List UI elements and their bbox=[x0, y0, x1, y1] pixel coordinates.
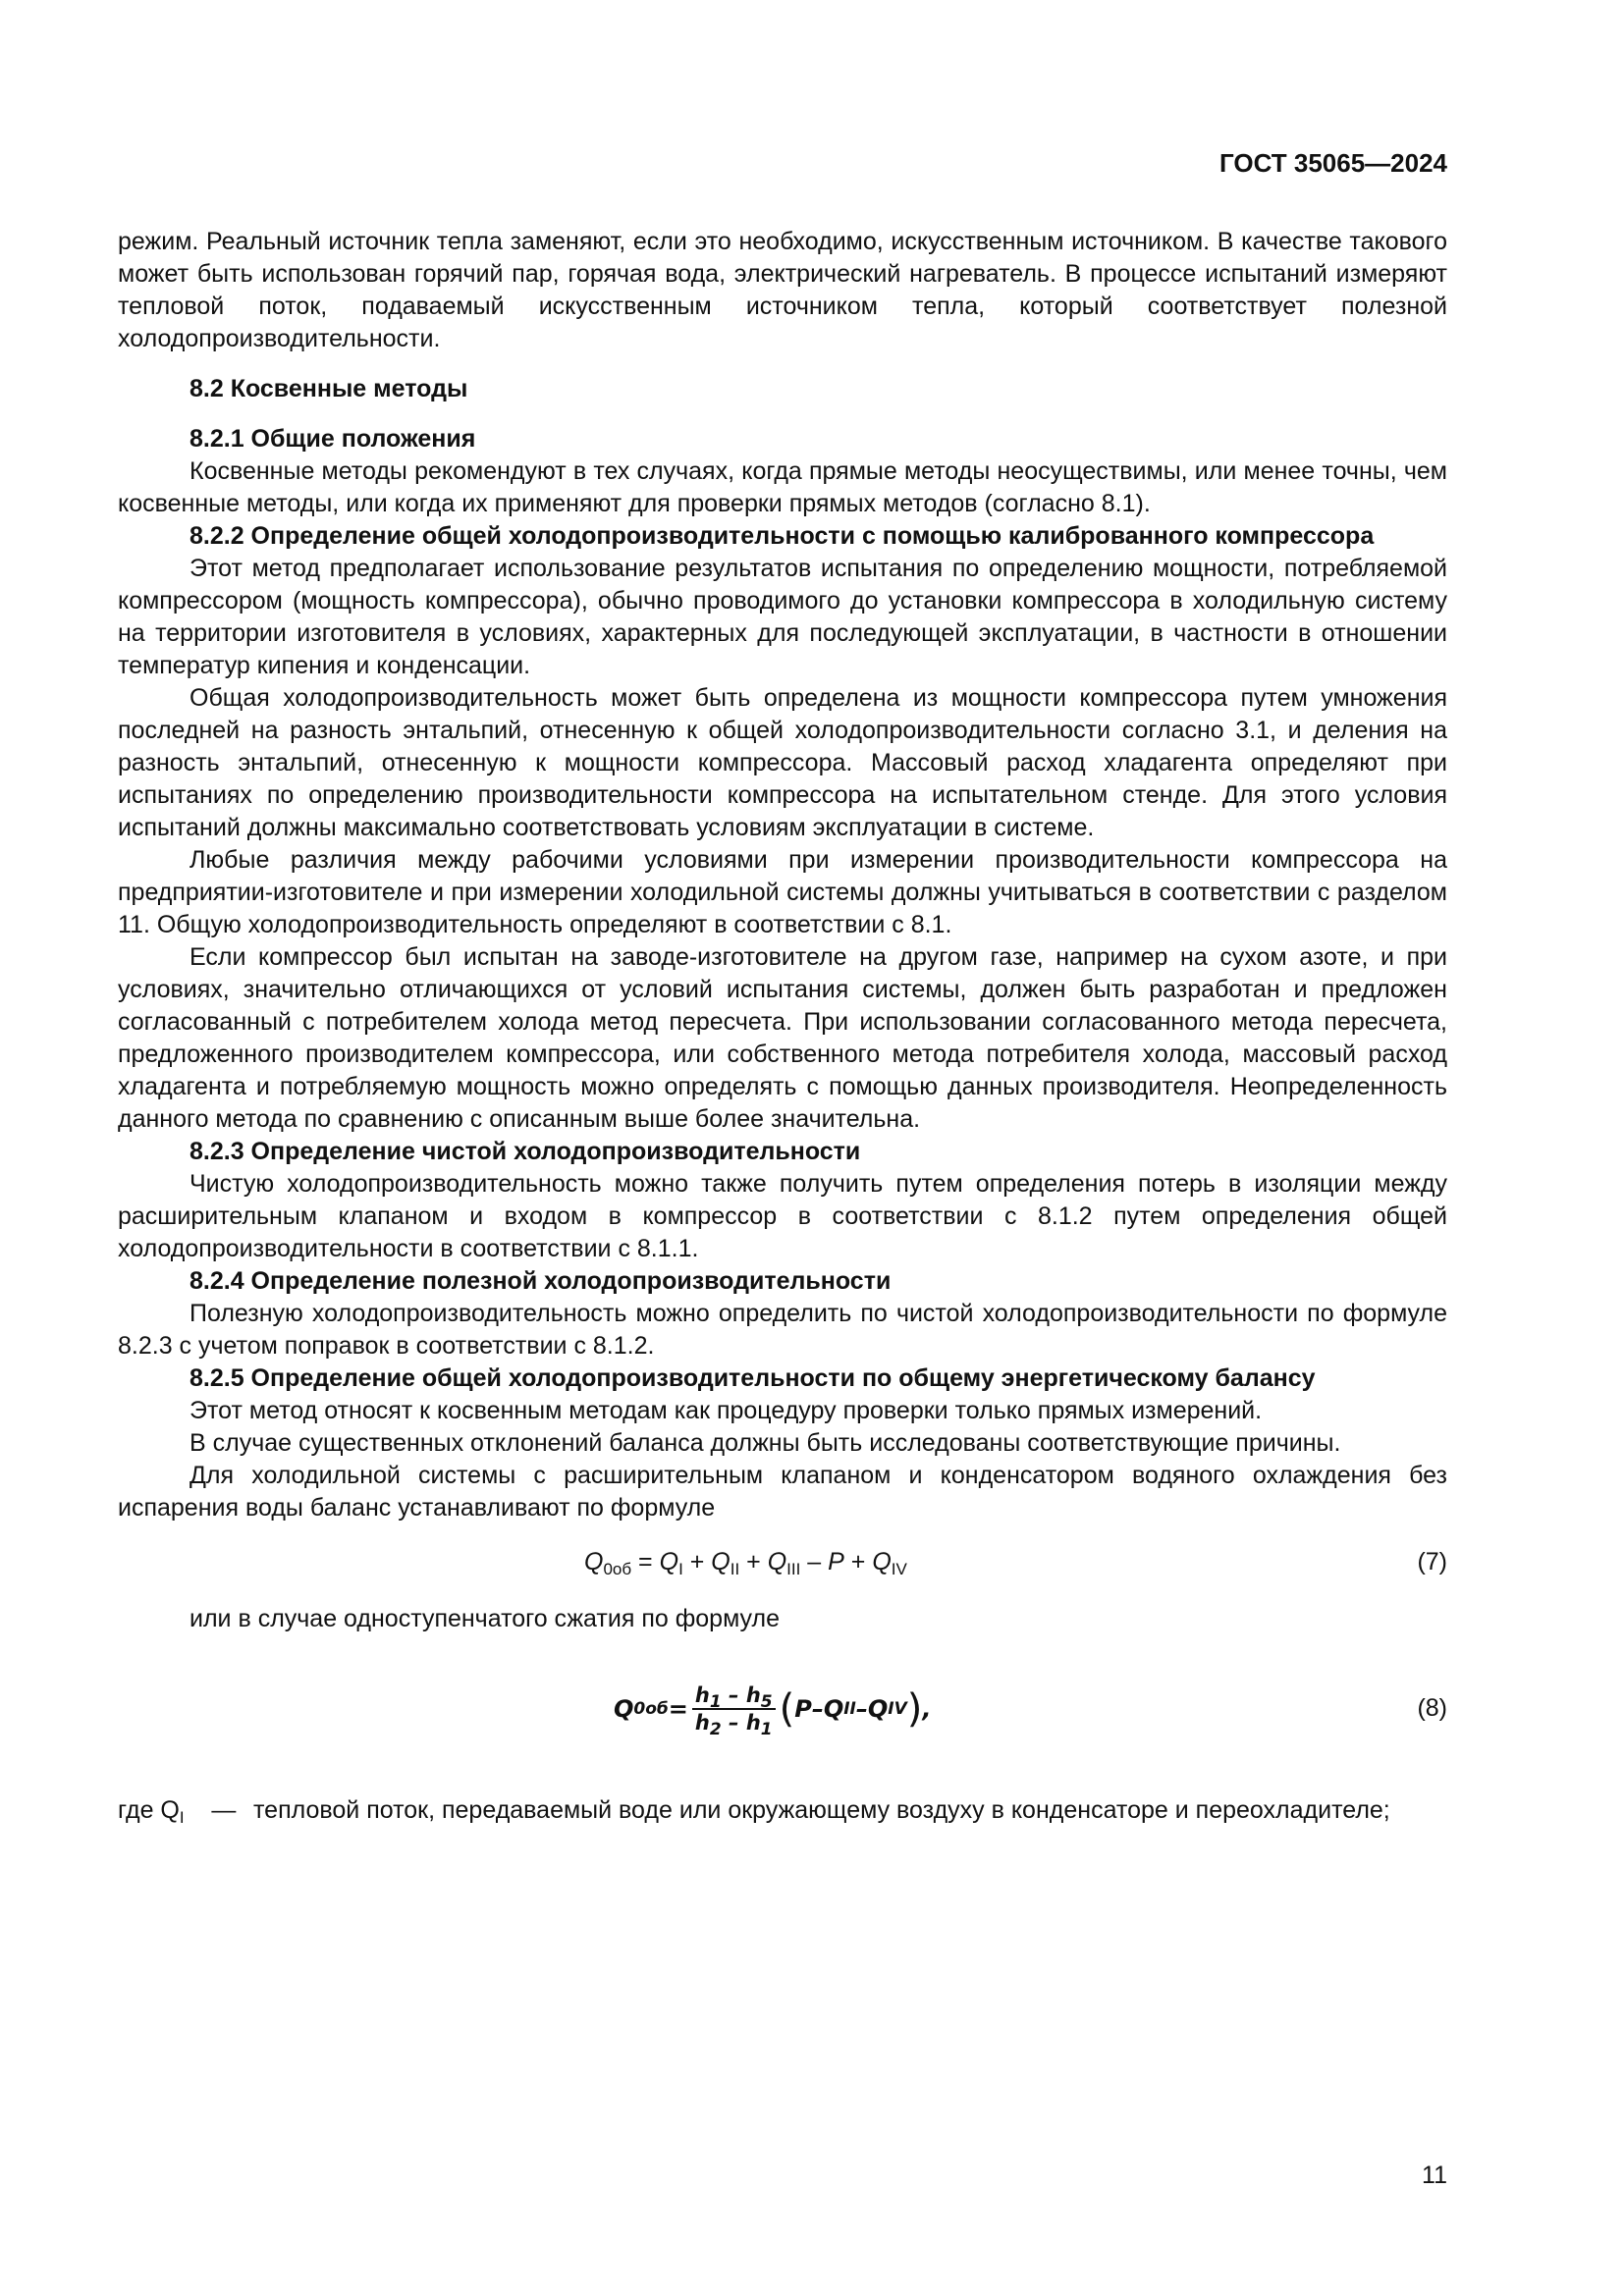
section-8-2-5-heading: 8.2.5 Определение общей холодопроизводительности по общему энергетическому балансу bbox=[189, 1364, 1316, 1392]
formula-7 bbox=[118, 1546, 1447, 1585]
section-8-2-2-paragraph-2: Общая холодопроизводительность может быть определена из мощности компрессора путем умножения последней на разность энтальпий, отнесенную к общей холодопроизводительности согласно 3.1, и деления на разность энтальпий, отнесенную к мощности компрессора. Массовый расход хладагента определяют при испытаниях по определению производительности компрессора на испытательном стенде. Для этого условия испытаний должны максимально соответствовать условиям эксплуатации в системе. bbox=[118, 684, 1447, 841]
section-8-2-2-paragraph-1: Этот метод предполагает использование результатов испытания по определению мощности, потребляемой компрессором (мощность компрессора), обычно проводимого до установки компрессора в холодильную систему на территории изготовителя в условиях, характерных для последующей эксплуатации, в частности в отношении температур кипения и конденсации. bbox=[118, 555, 1447, 679]
section-8-2-5-paragraph-1: Этот метод относят к косвенным методам как процедуру проверки только прямых измерений. bbox=[189, 1397, 1263, 1424]
formula-8 bbox=[118, 1665, 1447, 1753]
section-8-2-3-heading: 8.2.3 Определение чистой холодопроизводительности bbox=[189, 1138, 861, 1165]
formula-8-expression: Q 0об = $\frac{h_1 - h_5}{h_2 - h_1}$ ( P – Q II – Q IV ) , bbox=[614, 1683, 932, 1739]
section-8-2-5-paragraph-2: В случае существенных отклонений баланса должны быть исследованы соответствующие причины. bbox=[189, 1429, 1341, 1457]
section-8-2-2-paragraph-4: Если компрессор был испытан на заводе-изготовителе на другом газе, например на сухом азоте, и при условиях, значительно отличающихся от условий испытания системы, должен быть разработан и предложен согласованный с потребителем холода метод пересчета. При использовании согласованного метода пересчета, предложенного производителем компрессора, или собственного метода потребителя холода, массовый расход хладагента и потребляемую мощность можно определять с помощью данных производителя. Неопределенность данного метода по сравнению с описанным выше более значительна. bbox=[118, 943, 1447, 1133]
section-8-2-1-heading: 8.2.1 Общие положения bbox=[189, 425, 476, 453]
document-body bbox=[118, 226, 1447, 1827]
section-8-2-5-paragraph-4: или в случае одноступенчатого сжатия по формуле bbox=[189, 1605, 780, 1632]
intro-paragraph: режим. Реальный источник тепла заменяют, если это необходимо, искусственным источником. В качестве такового может быть использован горячий пар, горячая вода, электрический нагреватель. В процессе испытаний измеряют тепловой поток, подаваемый искусственным источником тепла, который соответствует полезной холодопроизводительности. bbox=[118, 228, 1447, 352]
where-definition-text: тепловой поток, передаваемый воде или окружающему воздуху в конденсаторе и переохладителе; bbox=[253, 1796, 1390, 1824]
section-8-2-2-heading: 8.2.2 Определение общей холодопроизводительности с помощью калиброванного компрессора bbox=[189, 522, 1375, 550]
section-8-2-5-paragraph-3: Для холодильной системы с расширительным клапаном и конденсатором водяного охлаждения без испарения воды баланс устанавливают по формуле bbox=[118, 1462, 1447, 1522]
section-8-2-4-heading: 8.2.4 Определение полезной холодопроизводительности bbox=[189, 1267, 892, 1295]
page-number: 11 bbox=[1422, 2162, 1447, 2189]
section-8-2-2-paragraph-3: Любые различия между рабочими условиями при измерении производительности компрессора на предприятии-изготовителе и при измерении холодильной системы должны учитываться в соответствии с разделом 11. Общую холодопроизводительность определяют в соответствии с 8.1. bbox=[118, 846, 1447, 938]
section-8-2-heading: 8.2 Косвенные методы bbox=[189, 375, 468, 402]
formula-7-expression: $Q_{0об} = Q_I + Q_{II} + Q_{III} - P + Q_{IV}$ bbox=[584, 1548, 907, 1578]
where-label: где $Q_I$ — bbox=[118, 1796, 237, 1827]
document-code: ГОСТ 35065—2024 bbox=[1219, 148, 1447, 178]
section-8-2-3-paragraph: Чистую холодопроизводительность можно также получить путем определения потерь в изоляции между расширительным клапаном и входом в компрессор в соответствии с 8.1.2 путем определения общей холодопроизводительности в соответствии с 8.1.1. bbox=[118, 1170, 1447, 1262]
formula-8-fraction: $\frac{h_1 - h_5}{h_2 - h_1}$ bbox=[692, 1682, 776, 1735]
section-8-2-4-paragraph: Полезную холодопроизводительность можно определить по чистой холодопроизводительности по формуле 8.2.3 с учетом поправок в соответствии с 8.1.2. bbox=[118, 1300, 1447, 1360]
formula-8-number: (8) bbox=[1417, 1694, 1447, 1722]
section-8-2-1-paragraph: Косвенные методы рекомендуют в тех случаях, когда прямые методы неосуществимы, или менее точны, чем косвенные методы, или когда их применяют для проверки прямых методов (согласно 8.1). bbox=[118, 457, 1447, 517]
where-definition bbox=[118, 1794, 1447, 1827]
formula-7-number: (7) bbox=[1417, 1548, 1447, 1575]
